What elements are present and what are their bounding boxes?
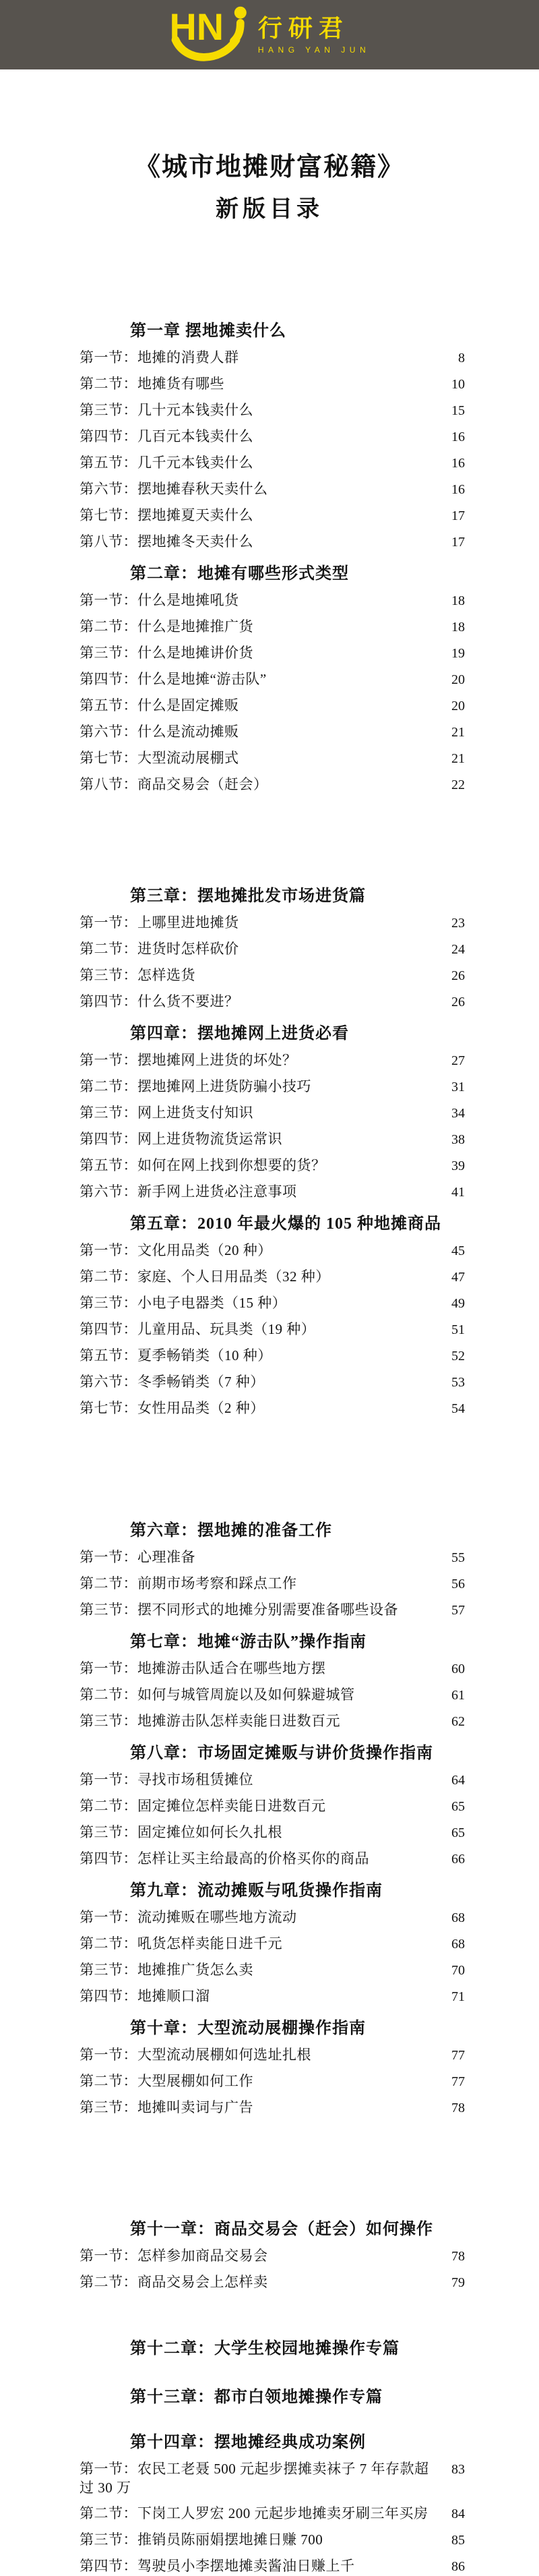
section-title: 第二节：前期市场考察和踩点工作 [80,1575,297,1592]
section-page-number: 79 [451,2275,465,2291]
toc-row [80,1934,465,1954]
chapter-heading: 第一章 摆地摊卖什么 [130,322,286,341]
section-title: 第二节：吼货怎样卖能日进千元 [80,1935,282,1952]
section-page-number: 64 [451,1773,465,1788]
chapter-heading: 第八章：市场固定摊贩与讲价货操作指南 [130,1745,433,1763]
toc-row [80,1051,465,1070]
section-title: 第六节：新手网上进货必注意事项 [80,1183,297,1200]
section-page-number: 65 [451,1799,465,1815]
toc-row [80,506,465,525]
section-title: 第一节：大型流动展棚如何选址扎根 [80,2047,311,2063]
toc-row [80,643,465,663]
section-page-number: 71 [451,1989,465,2005]
section-title: 第二节：什么是地摊推广货 [80,618,253,635]
section-page-number: 49 [451,1296,465,1312]
section-page-number: 16 [451,482,465,498]
section-title: 第四节：什么是地摊“游击队” [80,671,267,688]
section-page-number: 86 [451,2559,465,2575]
toc-row [80,1659,465,1678]
section-title: 第六节：什么是流动摊贩 [80,724,239,740]
section-page-number: 65 [451,1825,465,1841]
toc-row [80,1372,465,1392]
toc-row [80,591,465,610]
section-title: 第五节：几千元本钱卖什么 [80,455,253,471]
section-title: 第三节：摆不同形式的地摊分别需要准备哪些设备 [80,1602,398,1618]
section-title: 第一节：摆地摊网上进货的坏处？ [80,1052,297,1069]
chapter-heading: 第十四章：摆地摊经典成功案例 [130,2434,366,2452]
toc-row [80,2504,465,2523]
section-page-number: 61 [451,1688,465,1703]
toc-row [80,1908,465,1927]
section-page-number: 10 [451,377,465,392]
chapter-block [80,2386,465,2409]
section-page-number: 54 [451,1401,465,1417]
section-title: 第二节：家庭、个人日用品类（32 种） [80,1268,330,1285]
brand-logo [169,5,370,65]
section-page-number: 45 [451,1243,465,1259]
toc-row [80,2045,465,2065]
toc-row [80,1770,465,1790]
section-title: 第二节：下岗工人罗宏 200 元起步地摊卖牙刷三年买房 [80,2505,429,2522]
toc-row [80,1103,465,1123]
section-title: 第四节：驾驶员小李摆地摊卖酱油日赚上千 [80,2558,355,2575]
section-page-number: 77 [451,2074,465,2090]
toc-row [80,401,465,420]
toc-row [80,2273,465,2292]
toc-row [80,939,465,959]
section-title: 第四节：几百元本钱卖什么 [80,428,253,445]
section-title: 第一节：地摊的消费人群 [80,349,239,366]
book-title: 《城市地摊财富秘籍》 [134,153,404,181]
chapter-block [80,562,465,794]
section-title: 第三节：固定摊位如何长久扎根 [80,1824,282,1841]
chapter-heading: 第七章：地摊“游击队”操作指南 [130,1633,367,1651]
section-page-number: 38 [451,1132,465,1148]
toc-row [80,374,465,394]
toc-row [80,1711,465,1731]
section-title: 第七节：女性用品类（2 种） [80,1400,265,1417]
section-title: 第五节：如何在网上找到你想要的货？ [80,1157,326,1174]
toc-row [80,1987,465,2006]
toc-row [80,1399,465,1418]
section-title: 第一节：文化用品类（20 种） [80,1242,272,1259]
chapter-heading: 第十章：大型流动展棚操作指南 [130,2020,366,2038]
chapter-heading: 第二章：地摊有哪些形式类型 [130,565,349,583]
section-page-number: 17 [451,535,465,550]
section-title: 第二节：大型展棚如何工作 [80,2073,253,2090]
section-page-number: 21 [451,751,465,767]
toc-row [80,2098,465,2117]
section-page-number: 55 [451,1550,465,1566]
section-page-number: 78 [451,2101,465,2116]
toc-row [80,617,465,637]
toc-row [80,1267,465,1287]
section-title: 第一节：地摊游击队适合在哪些地方摆 [80,1660,326,1677]
section-page-number: 15 [451,403,465,419]
section-title: 第一节：流动摊贩在哪些地方流动 [80,1909,297,1926]
section-page-number: 31 [451,1080,465,1095]
chapter-heading: 第四章：摆地摊网上进货必看 [130,1025,349,1043]
chapter-block [80,1742,465,1869]
chapter-block [80,2431,465,2576]
chapter-heading: 第三章：摆地摊批发市场进货篇 [130,887,366,906]
section-title: 第四节：儿童用品、玩具类（19 种） [80,1321,316,1338]
hnj-smile-logo-icon [169,5,249,65]
section-title: 第一节：心理准备 [80,1549,195,1566]
toc-row [80,1548,465,1567]
section-page-number: 68 [451,1910,465,1926]
table-of-contents [0,320,539,2576]
section-title: 第五节：什么是固定摊贩 [80,697,239,714]
brand-name-pinyin: HANG YAN JUN [257,45,371,55]
section-page-number: 34 [451,1106,465,1121]
brand-name: 行研君 [257,13,349,42]
section-title: 第三节：什么是地摊讲价货 [80,645,253,662]
section-page-number: 23 [451,916,465,931]
section-title: 第七节：大型流动展棚式 [80,750,239,767]
section-page-number: 26 [451,968,465,984]
section-title: 第四节：什么货不要进？ [80,993,239,1010]
section-page-number: 77 [451,2048,465,2063]
section-page-number: 27 [451,1053,465,1069]
section-title: 第二节：如何与城管周旋以及如何躲避城管 [80,1687,355,1703]
section-page-number: 41 [451,1185,465,1200]
section-page-number: 62 [451,1714,465,1730]
toc-row [80,749,465,768]
toc-row [80,1960,465,1980]
chapter-heading: 第十一章：商品交易会（赶会）如何操作 [130,2221,433,2239]
section-page-number: 39 [451,1159,465,1174]
toc-row [80,1130,465,1149]
toc-row [80,2246,465,2266]
section-page-number: 19 [451,646,465,662]
toc-row [80,722,465,742]
chapter-block [80,2337,465,2360]
section-title: 第六节：冬季畅销类（7 种） [80,1374,265,1391]
section-page-number: 78 [451,2249,465,2264]
section-page-number: 66 [451,1852,465,1867]
section-title: 第三节：网上进货支付知识 [80,1105,253,1121]
section-page-number: 70 [451,1963,465,1979]
toc-row [80,1320,465,1339]
chapter-block [80,1022,465,1202]
section-page-number: 84 [451,2507,465,2522]
brand-text [258,15,370,55]
section-page-number: 20 [451,672,465,688]
toc-row [80,696,465,715]
toc-row [80,2072,465,2091]
toc-row [80,348,465,368]
section-title: 第一节：上哪里进地摊货 [80,914,239,931]
toc-row [80,532,465,552]
chapter-heading: 第十三章：都市白领地摊操作专篇 [130,2389,383,2407]
toc-row [80,913,465,933]
toc-row [80,1849,465,1869]
chapter-heading: 第十二章：大学生校园地摊操作专篇 [130,2340,400,2358]
toc-row [80,427,465,446]
chapter-block [80,1879,465,2006]
section-page-number: 57 [451,1603,465,1618]
section-page-number: 24 [451,942,465,958]
section-title: 第一节：寻找市场租赁摊位 [80,1772,253,1788]
section-title: 第三节：地摊推广货怎么卖 [80,1962,253,1979]
section-title: 第二节：进货时怎样砍价 [80,941,239,958]
section-page-number: 85 [451,2533,465,2548]
toc-row [80,1346,465,1366]
section-title: 第一节：农民工老聂 500 元起步摆摊卖袜子 7 年存款超过 30 万 [80,2461,429,2496]
section-title: 第一节：什么是地摊吼货 [80,592,239,609]
toc-row [80,1182,465,1202]
toc-row [80,2556,465,2576]
toc-row [80,670,465,689]
section-page-number: 8 [458,351,465,366]
chapter-block [80,1519,465,1620]
section-title: 第四节：地摊顺口溜 [80,1988,210,2005]
section-page-number: 51 [451,1322,465,1338]
toc-row [80,479,465,499]
chapter-block [80,1212,465,1418]
section-title: 第三节：小电子电器类（15 种） [80,1295,287,1312]
section-title: 第三节：地摊游击队怎样卖能日进数百元 [80,1713,340,1730]
svg-text:HN: HN [169,5,224,48]
section-title: 第三节：推销员陈丽娟摆地摊日赚 700 [80,2531,323,2548]
section-page-number: 16 [451,430,465,445]
chapter-block [80,1631,465,1731]
section-title: 第三节：几十元本钱卖什么 [80,402,253,419]
toc-row [80,1241,465,1260]
toc-row [80,1823,465,1842]
chapter-heading: 第五章：2010 年最火爆的 105 种地摊商品 [130,1215,441,1233]
section-title: 第六节：摆地摊春秋天卖什么 [80,481,268,498]
section-title: 第二节：摆地摊网上进货防骗小技巧 [80,1078,311,1095]
section-page-number: 18 [451,593,465,609]
chapter-block [80,320,465,552]
section-title: 第五节：夏季畅销类（10 种） [80,1347,272,1364]
toc-row [80,1077,465,1096]
section-title: 第二节：商品交易会上怎样卖 [80,2274,268,2291]
section-title: 第四节：网上进货物流货运常识 [80,1131,282,1148]
toc-row [80,1796,465,1816]
chapter-block [80,2218,465,2292]
section-page-number: 20 [451,699,465,714]
section-page-number: 22 [451,778,465,793]
section-page-number: 52 [451,1349,465,1364]
chapter-block [80,2017,465,2117]
section-title: 第四节：怎样让买主给最高的价格买你的商品 [80,1850,369,1867]
toc-row [80,1600,465,1620]
chapter-heading: 第九章：流动摊贩与吼货操作指南 [130,1882,383,1900]
section-page-number: 18 [451,620,465,635]
toc-row [80,453,465,473]
section-page-number: 68 [451,1937,465,1952]
toc-row [80,1156,465,1175]
section-title: 第二节：地摊货有哪些 [80,376,224,392]
chapter-heading: 第六章：摆地摊的准备工作 [130,1522,332,1540]
toc-row [80,1293,465,1313]
section-title: 第三节：怎样选货 [80,967,195,984]
section-page-number: 47 [451,1270,465,1285]
section-page-number: 53 [451,1375,465,1391]
toc-subtitle: 新版目录 [216,197,323,223]
chapter-block [80,885,465,1012]
site-header [0,0,539,69]
section-page-number: 26 [451,995,465,1010]
toc-row [80,1574,465,1593]
section-title: 第一节：怎样参加商品交易会 [80,2248,268,2264]
toc-row [80,2530,465,2550]
toc-row [80,992,465,1012]
section-page-number: 56 [451,1577,465,1592]
section-page-number: 16 [451,456,465,471]
section-page-number: 60 [451,1662,465,1677]
section-page-number: 21 [451,725,465,740]
toc-row [80,966,465,985]
section-title: 第八节：摆地摊冬天卖什么 [80,533,253,550]
toc-row [80,775,465,794]
section-title: 第七节：摆地摊夏天卖什么 [80,507,253,524]
section-page-number: 17 [451,508,465,524]
section-title: 第二节：固定摊位怎样卖能日进数百元 [80,1798,326,1815]
toc-row [80,2459,465,2497]
section-page-number: 83 [451,2462,465,2478]
toc-document [0,150,539,2576]
section-title: 第八节：商品交易会（赶会） [80,776,268,793]
toc-row [80,1685,465,1705]
section-title: 第三节：地摊叫卖词与广告 [80,2099,253,2116]
